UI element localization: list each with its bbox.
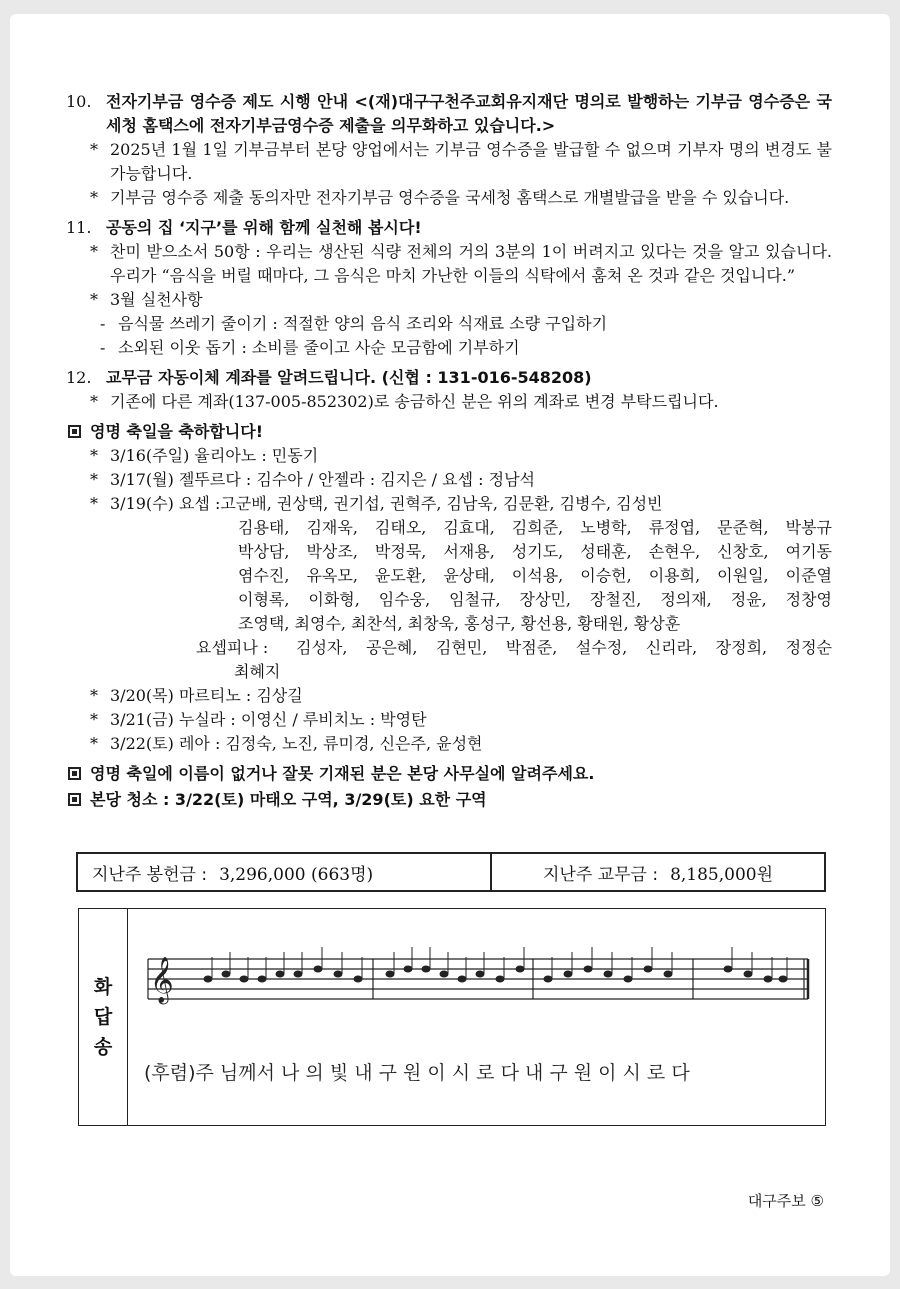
feast-item: * 3/17(월) 젤뚜르다 : 김수아 / 안젤라 : 김지은 / 요셉 : 정남석	[90, 470, 535, 489]
note-head-icon	[496, 976, 505, 983]
note-head-icon	[624, 976, 633, 983]
page-footer: 대구주보 ⑤	[747, 1192, 824, 1210]
feast-item: * 3/22(토) 레아 : 김정숙, 노진, 류미경, 신은주, 윤성현	[90, 734, 483, 753]
section-12-title: 12. 교무금 자동이체 계좌를 알려드립니다. (신협 : 131-016-548208)	[66, 368, 592, 387]
feast-item: * 3/21(금) 누실라 : 이영신 / 루비치노 : 박영탄	[90, 710, 427, 729]
feast-title: 영명 축일을 축하합니다!	[66, 420, 832, 444]
treble-clef-icon: 𝄞	[150, 957, 174, 1003]
note-head-icon	[564, 971, 573, 978]
section-11-note-2: * 3월 실천사항	[90, 290, 203, 309]
bulletin-content	[66, 84, 832, 812]
section-10-title: 10. 전자기부금 영수증 제도 시행 안내 <(재)대구구천주교회유지재단 명의로 발행하는 기부금 영수증은 국세청 홈택스에 전자기부금영수증 제출을 의무화하고 있습니다.>	[66, 92, 832, 135]
feast-joseph: * 3/19(수) 요셉 : 고군배, 권상택, 권기섭, 권혁주, 김남욱, 김문환, 김병수, 김성빈	[90, 494, 663, 513]
note-head-icon	[664, 971, 673, 978]
joseph-names	[66, 516, 832, 636]
feast-item: * 3/16(주일) 율리아노 : 민동기	[90, 446, 319, 465]
note-head-icon	[516, 966, 525, 973]
note-head-icon	[764, 976, 773, 983]
music-notes	[204, 947, 788, 983]
note-head-icon	[422, 966, 431, 973]
section-10-note-2: * 기부금 영수증 제출 동의자만 전자기부금 영수증을 국세청 홈택스로 개별발급을 받을 수 있습니다.	[90, 188, 790, 207]
note-head-icon	[386, 971, 395, 978]
note-head-icon	[544, 976, 553, 983]
square-bullet-icon	[68, 767, 81, 780]
note-head-icon	[314, 966, 323, 973]
notice-clean: 본당 청소 : 3/22(토) 마태오 구역, 3/29(토) 요한 구역	[66, 788, 832, 812]
note-head-icon	[604, 971, 613, 978]
note-head-icon	[258, 976, 267, 983]
name-line: 박상담, 박상조, 박정묵, 서재용, 성기도, 성태훈, 손현우, 신창호, 여기동	[238, 542, 832, 561]
sunday-offering: 지난주 봉헌금 : 3,296,000 (663명)	[78, 854, 492, 890]
square-bullet-icon	[68, 425, 81, 438]
note-head-icon	[240, 976, 249, 983]
psalm-label: 화 답 송	[79, 909, 128, 1125]
josephina-cont: 최혜지	[234, 662, 281, 681]
offering-table	[76, 852, 826, 892]
note-head-icon	[779, 976, 788, 983]
due-offering: 지난주 교무금 : 8,185,000원	[542, 864, 774, 885]
responsorial-psalm	[78, 908, 826, 1126]
note-head-icon	[744, 971, 753, 978]
name-line: 이형록, 이화형, 임수웅, 임철규, 장상민, 장철진, 정의재, 정윤, 정창영	[238, 590, 832, 609]
name-line: 김용태, 김재욱, 김태오, 김효대, 김희준, 노병학, 류정엽, 문준혁, 박봉규	[238, 518, 832, 537]
note-head-icon	[476, 971, 485, 978]
name-line: 조영택, 최영수, 최찬석, 최창욱, 홍성구, 황선용, 황태원, 황상훈	[238, 614, 681, 633]
psalm-lyrics: (후렴)주 님께서 나 의 빛 내 구 원 이 시 로 다 내 구 원 이 시 로 다	[144, 1062, 690, 1084]
note-head-icon	[276, 971, 285, 978]
name-line: 염수진, 유옥모, 윤도환, 윤상태, 이석용, 이승헌, 이용희, 이원일, 이준열	[238, 566, 832, 585]
section-10-note-1: * 2025년 1월 1일 기부금부터 본당 양업에서는 기부금 영수증을 발급할 수 없으며 기부자 명의 변경도 불가능합니다.	[90, 140, 832, 183]
note-head-icon	[334, 971, 343, 978]
note-head-icon	[584, 966, 593, 973]
note-head-icon	[724, 966, 733, 973]
feast-item: * 3/20(목) 마르티노 : 김상길	[90, 686, 303, 705]
note-head-icon	[644, 966, 653, 973]
feast-josephina: 요셉피나 : 김성자, 공은혜, 김현민, 박점준, 설수정, 신리라, 장정희, 정정순	[196, 638, 832, 657]
section-11-title: 11. 공동의 집 ‘지구’를 위해 함께 실천해 봅시다!	[66, 218, 422, 237]
music-staff	[128, 909, 824, 1124]
section-11-dash-1: - 음식물 쓰레기 줄이기 : 적절한 양의 음식 조리와 식재료 소량 구입하기	[100, 314, 608, 333]
note-head-icon	[458, 976, 467, 983]
note-head-icon	[440, 971, 449, 978]
section-12-note-1: * 기존에 다른 계좌(137-005-852302)로 송금하신 분은 위의 계좌로 변경 부탁드립니다.	[90, 392, 719, 411]
note-head-icon	[294, 971, 303, 978]
section-11-dash-2: - 소외된 이웃 돕기 : 소비를 줄이고 사순 모금함에 기부하기	[100, 338, 520, 357]
note-head-icon	[222, 971, 231, 978]
note-head-icon	[204, 976, 213, 983]
note-head-icon	[404, 966, 413, 973]
note-head-icon	[354, 976, 363, 983]
section-11-note-1: * 찬미 받으소서 50항 : 우리는 생산된 식량 전체의 거의 3분의 1이 버려지고 있다는 것을 알고 있습니다. 우리가 “음식을 버릴 때마다, 그 음식은 마치 가난한 이들의 식탁에서 훔쳐 온 것과 같은 것입니다.”	[90, 242, 832, 285]
square-bullet-icon	[68, 793, 81, 806]
notice-name: 영명 축일에 이름이 없거나 잘못 기재된 분은 본당 사무실에 알려주세요.	[66, 762, 832, 786]
